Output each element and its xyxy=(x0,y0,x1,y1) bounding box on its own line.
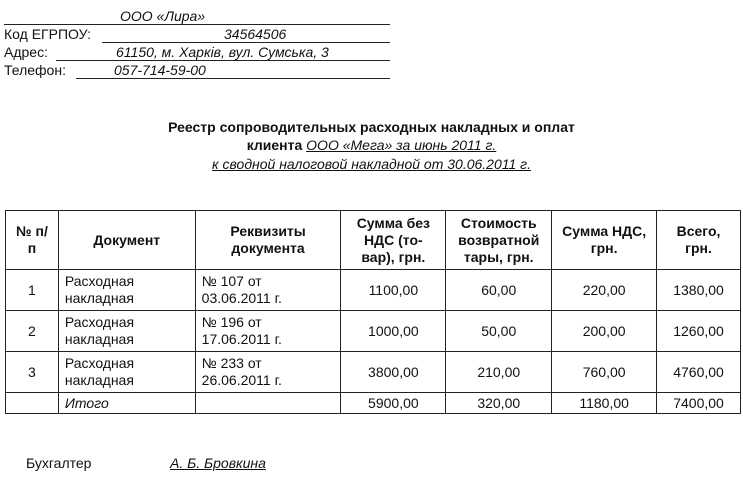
cell-tara: 210,00 xyxy=(446,352,552,393)
table-row xyxy=(6,352,741,393)
cell-details: № 233 от 26.06.2011 г. xyxy=(195,352,341,393)
title-client-value: ООО «Мега» за июнь 2011 г. xyxy=(306,137,497,153)
address-row xyxy=(4,43,390,61)
signature-role: Бухгалтер xyxy=(26,455,92,471)
signature-name: А. Б. Бровкина xyxy=(170,455,266,471)
cell-sum: 1100,00 xyxy=(341,270,446,311)
cell-total-sum: 5900,00 xyxy=(341,393,446,414)
table-row xyxy=(6,311,741,352)
col-header-sum-no-vat: Сумма без НДС (то- вар), грн. xyxy=(341,211,446,270)
table-header-row xyxy=(6,211,741,270)
col-header-total: Всего, грн. xyxy=(657,211,741,270)
address-value: 61150, м. Харків, вул. Сумська, 3 xyxy=(116,44,329,60)
cell-document: Расходная накладная xyxy=(58,270,195,311)
title-invoice-ref: к сводной налоговой накладной от 30.06.2011 г. xyxy=(212,156,531,172)
phone-row xyxy=(4,61,390,79)
title-client-line xyxy=(0,137,743,153)
cell-total: 4760,00 xyxy=(657,352,741,393)
cell-vat: 220,00 xyxy=(552,270,657,311)
col-header-document: Документ xyxy=(58,211,195,270)
code-value: 34564506 xyxy=(224,26,287,42)
cell-total: 1380,00 xyxy=(657,270,741,311)
table-total-row xyxy=(6,393,741,414)
cell-vat: 200,00 xyxy=(552,311,657,352)
company-row xyxy=(4,7,390,25)
cell-total-tara: 320,00 xyxy=(446,393,552,414)
cell-total-label: Итого xyxy=(58,393,195,414)
title-client-prefix: клиента xyxy=(246,137,303,153)
cell-details: № 196 от 17.06.2011 г. xyxy=(195,311,341,352)
cell-sum: 3800,00 xyxy=(341,352,446,393)
phone-value: 057-714-59-00 xyxy=(114,62,206,78)
table-row xyxy=(6,270,741,311)
phone-label: Телефон: xyxy=(4,62,66,78)
cell-number: 1 xyxy=(6,270,59,311)
phone-underline xyxy=(76,78,390,79)
cell-details: № 107 от 03.06.2011 г. xyxy=(195,270,341,311)
col-header-number: № п/п xyxy=(6,211,59,270)
cell-tara: 60,00 xyxy=(446,270,552,311)
cell-number: 3 xyxy=(6,352,59,393)
cell-total: 1260,00 xyxy=(657,311,741,352)
cell-number: 2 xyxy=(6,311,59,352)
col-header-tara: Стоимость возвратной тары, грн. xyxy=(446,211,552,270)
code-row xyxy=(4,25,390,43)
cell-sum: 1000,00 xyxy=(341,311,446,352)
address-label: Адрес: xyxy=(4,44,48,60)
col-header-details: Реквизиты документа xyxy=(195,211,341,270)
cell-total-total: 7400,00 xyxy=(657,393,741,414)
code-label: Код ЕГРПОУ: xyxy=(4,26,92,42)
cell-total-empty xyxy=(6,393,59,414)
company-name: ООО «Лира» xyxy=(120,8,206,24)
cell-tara: 50,00 xyxy=(446,311,552,352)
cell-vat: 760,00 xyxy=(552,352,657,393)
col-header-vat: Сумма НДС, грн. xyxy=(552,211,657,270)
cell-total-vat: 1180,00 xyxy=(552,393,657,414)
cell-total-empty-details xyxy=(195,393,341,414)
cell-document: Расходная накладная xyxy=(58,311,195,352)
document-title: Реестр сопроводительных расходных накладных и оплат xyxy=(168,119,575,135)
cell-document: Расходная накладная xyxy=(58,352,195,393)
registry-table xyxy=(5,210,741,414)
